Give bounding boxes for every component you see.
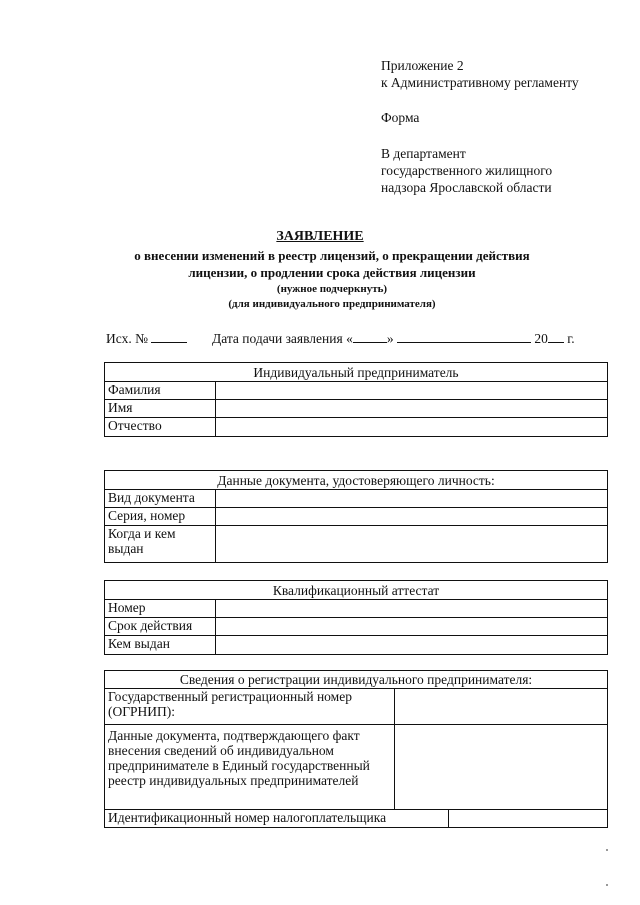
appendix-number: Приложение 2 xyxy=(381,58,464,73)
patronymic-field[interactable] xyxy=(216,418,608,437)
addressee-line-3: надзора Ярославской области xyxy=(381,180,552,195)
issued-when-by-label: Когда и кем выдан xyxy=(105,526,216,563)
identity-document-table xyxy=(104,470,608,563)
series-number-field[interactable] xyxy=(216,508,608,526)
title-note-entrepreneur: (для индивидуального предпринимателя) xyxy=(228,298,436,310)
ogrnip-label: Государственный регистрационный номер (ОГРНИП): xyxy=(105,689,395,725)
year-prefix: 20 xyxy=(534,331,548,346)
title-line-1: о внесении изменений в реестр лицензий, о прекращении действия xyxy=(134,248,530,263)
first-name-field[interactable] xyxy=(216,400,608,418)
scan-mark xyxy=(606,884,608,886)
document-type-label: Вид документа xyxy=(105,490,216,508)
entrepreneur-table xyxy=(104,362,608,437)
addressee-line-1: В департамент xyxy=(381,146,466,161)
entrepreneur-section-title: Индивидуальный предприниматель xyxy=(105,363,608,382)
document-type-field[interactable] xyxy=(216,490,608,508)
issued-by-label: Кем выдан xyxy=(105,636,216,655)
scan-mark xyxy=(606,849,608,851)
identity-section-title: Данные документа, удостоверяющего личность: xyxy=(105,471,608,490)
title-note-underline: (нужное подчеркнуть) xyxy=(276,283,388,295)
registration-section-title: Сведения о регистрации индивидуального предпринимателя: xyxy=(105,671,608,689)
date-label: Дата подачи заявления « xyxy=(212,331,353,346)
egrip-document-field[interactable] xyxy=(395,725,608,810)
series-number-label: Серия, номер xyxy=(105,508,216,526)
attestation-table xyxy=(104,580,608,655)
issued-when-by-field[interactable] xyxy=(216,526,608,563)
issued-by-field[interactable] xyxy=(216,636,608,655)
document-title: ЗАЯВЛЕНИЕ xyxy=(276,229,364,244)
reference-number-field[interactable] xyxy=(151,330,187,343)
date-month-field[interactable] xyxy=(397,330,531,343)
reference-label: Исх. № xyxy=(106,331,148,346)
inn-label: Идентификационный номер налогоплательщика xyxy=(105,810,449,828)
ogrnip-digit-boxes[interactable] xyxy=(395,689,608,725)
addressee-line-2: государственного жилищного xyxy=(381,163,553,178)
attestation-number-field[interactable] xyxy=(216,600,608,618)
year-field[interactable] xyxy=(548,330,564,343)
regulation-reference: к Административному регламенту xyxy=(381,75,579,90)
date-quote-close: » xyxy=(386,331,394,346)
patronymic-label: Отчество xyxy=(105,418,216,437)
inn-digit-boxes[interactable] xyxy=(449,810,608,828)
validity-period-label: Срок действия xyxy=(105,618,216,636)
surname-field[interactable] xyxy=(216,382,608,400)
registration-table xyxy=(104,670,608,828)
attestation-number-label: Номер xyxy=(105,600,216,618)
validity-period-field[interactable] xyxy=(216,618,608,636)
form-label: Форма xyxy=(381,110,420,125)
first-name-label: Имя xyxy=(105,400,216,418)
date-day-field[interactable] xyxy=(353,330,387,343)
year-suffix: г. xyxy=(567,331,575,346)
egrip-document-label: Данные документа, подтверждающего факт внесения сведений об индивидуальном предпринимателе в Единый государственный реестр индивидуальных предпринимателей xyxy=(105,725,395,810)
title-line-2: лицензии, о продлении срока действия лицензии xyxy=(188,265,476,280)
reference-number-row xyxy=(106,330,187,347)
surname-label: Фамилия xyxy=(105,382,216,400)
application-date-row xyxy=(212,330,575,347)
attestation-section-title: Квалификационный аттестат xyxy=(105,581,608,600)
